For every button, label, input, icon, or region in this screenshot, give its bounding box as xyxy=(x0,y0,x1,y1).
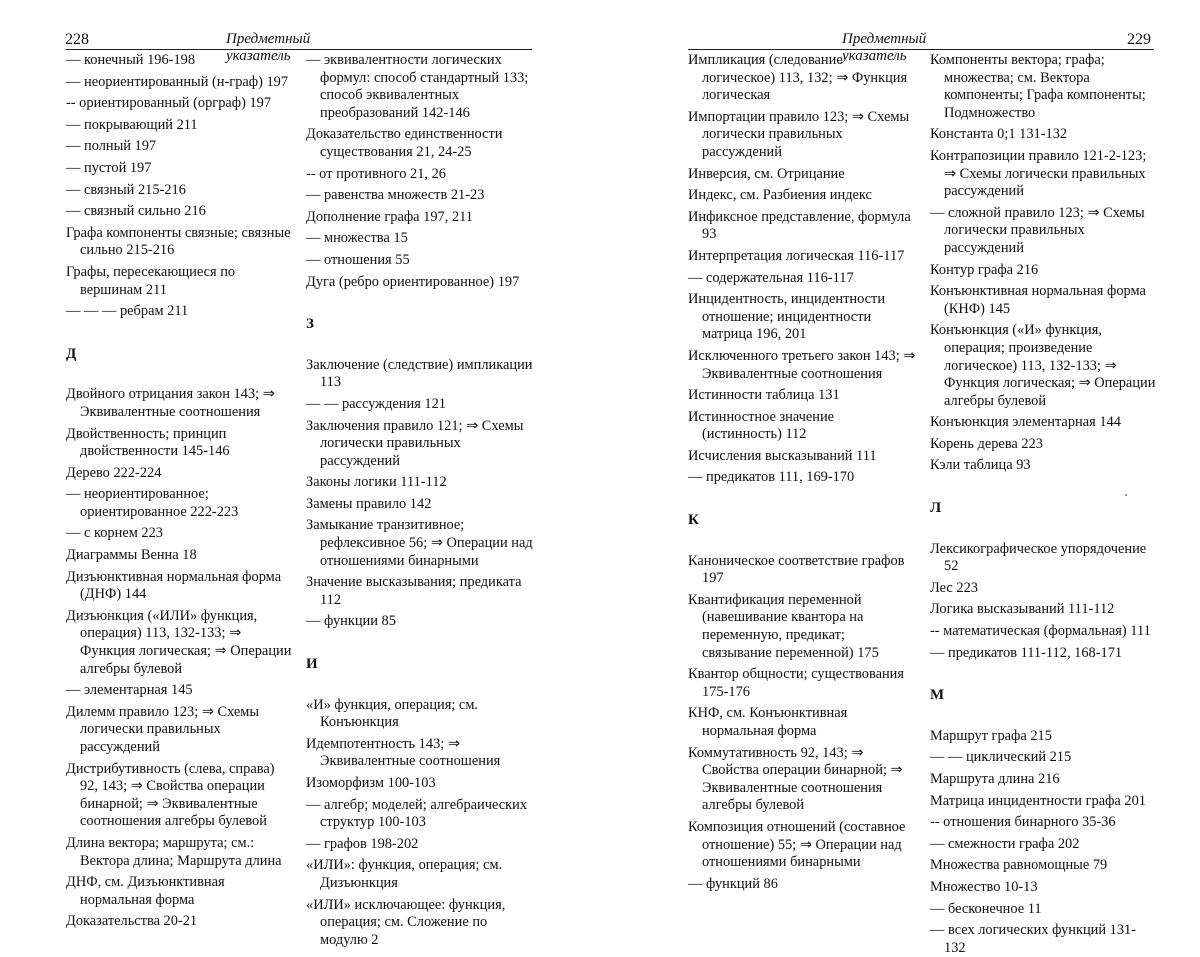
section-letter: Д xyxy=(66,345,77,362)
index-entry: Исключенного третьего закон 143; ⇒ Эквивалентные соотношения xyxy=(688,347,916,382)
index-entry: Матрица инцидентности графа 201 xyxy=(930,792,1146,809)
index-entry: Графы, пересекающиеся по вершинам 211 xyxy=(66,263,236,298)
index-entry: Квантор общности; существования 175-176 xyxy=(688,666,905,700)
index-entry: — смежности графа 202 xyxy=(930,835,1080,852)
index-entry: Длина вектора; маршрута; см.: Вектора длина; Маршрута длина xyxy=(66,834,282,869)
index-entry: Диаграммы Венна 18 xyxy=(66,547,197,564)
header-rule xyxy=(688,49,1154,50)
page-number: 229 xyxy=(1127,31,1151,48)
page-number: 228 xyxy=(65,31,89,48)
index-entry: Инцидентность, инцидентности отношение; инцидентности матрица 196, 201 xyxy=(688,291,886,343)
index-entry: — содержательная 116-117 xyxy=(688,269,854,286)
index-entry: Инфиксное представление, формула 93 xyxy=(688,208,911,243)
index-entry: — — циклический 215 xyxy=(930,749,1072,766)
index-entry: — — — ребрам 211 xyxy=(66,303,189,320)
index-entry: Лексикографическое упорядочение 52 xyxy=(930,540,1147,575)
index-entry: Константа 0;1 131-132 xyxy=(930,126,1068,143)
index-entry: Конъюнкция элементарная 144 xyxy=(930,414,1121,431)
index-entry: — связный 215-216 xyxy=(66,181,186,198)
index-entry: Квантификация переменной (навешивание квантора на переменную, предикат; связывание переменной) 175 xyxy=(688,591,879,661)
index-entry: — неориентированное; ориентированное 222-223 xyxy=(66,486,239,520)
index-entry: — предикатов 111-112, 168-171 xyxy=(930,644,1123,661)
header-rule xyxy=(66,49,532,50)
index-entry: — неориентированный (н-граф) 197 xyxy=(66,73,289,90)
index-entry: Множества равномощные 79 xyxy=(930,857,1108,874)
index-entry: Дерево 222-224 xyxy=(66,464,162,481)
index-entry: Доказательства 20-21 xyxy=(66,913,198,930)
index-entry: Компоненты вектора; графа; множества; см. Вектора компоненты; Графа компоненты; Подмножество xyxy=(930,52,1146,121)
index-column xyxy=(306,52,534,949)
right-page xyxy=(600,0,1200,956)
index-entry: Конъюнкция («И» функция, операция; произведение логическое) 113, 132-133; ⇒ Функция логическая; ⇒ Операции алгебры булевой xyxy=(930,322,1156,409)
section-letter: И xyxy=(306,656,318,673)
index-entry: Маршрута длина 216 xyxy=(930,771,1060,787)
index-entry: Логика высказываний 111-112 xyxy=(930,601,1115,618)
index-entry: — элементарная 145 xyxy=(66,682,193,699)
index-entry: Истинностное значение (истинность) 112 xyxy=(688,408,835,443)
index-entry: — бесконечное 11 xyxy=(930,900,1042,917)
index-entry: Дилемм правило 123; ⇒ Схемы логически правильных рассуждений xyxy=(66,703,260,755)
index-entry: Заключения правило 121; ⇒ Схемы логически правильных рассуждений xyxy=(306,417,524,469)
index-entry: Дизъюнктивная нормальная форма (ДНФ) 144 xyxy=(66,568,282,603)
index-entry: Конъюнктивная нормальная форма (КНФ) 145 xyxy=(930,283,1146,317)
index-entry: Индекс, см. Разбиения индекс xyxy=(688,187,872,204)
index-entry: Доказательство единственности существования 21, 24-25 xyxy=(306,126,503,160)
index-entry: — отношения 55 xyxy=(306,251,410,268)
index-entry: — предикатов 111, 169-170 xyxy=(688,469,855,486)
index-entry: -- отношения бинарного 35-36 xyxy=(930,814,1116,831)
index-entry: Множество 10-13 xyxy=(930,878,1038,895)
index-entry: Двойственность; принцип двойственности 145-146 xyxy=(66,425,230,460)
index-entry: Графа компоненты связные; связные сильно 215-216 xyxy=(66,224,291,259)
index-entry: — алгебр; моделей; алгебраических структур 100-103 xyxy=(306,796,528,831)
index-entry: Заключение (следствие) импликации 113 xyxy=(306,356,533,391)
index-entry: — сложной правило 123; ⇒ Схемы логически правильных рассуждений xyxy=(930,204,1145,256)
index-entry: Инверсия, см. Отрицание xyxy=(688,165,845,182)
index-entry: Корень дерева 223 xyxy=(930,435,1043,452)
index-entry: Дизъюнкция («ИЛИ» функция, операция) 113, 132-133; ⇒ Функция логическая; ⇒ Операции алгебры булевой xyxy=(66,607,292,677)
index-entry: Идемпотентность 143; ⇒ Эквивалентные соотношения xyxy=(306,735,501,770)
index-entry: — функции 85 xyxy=(306,613,396,630)
index-entry: Изоморфизм 100-103 xyxy=(306,775,436,791)
index-entry: — пустой 197 xyxy=(66,159,152,176)
index-entry: Замыкание транзитивное; рефлексивное 56; ⇒ Операции над отношениями бинарными xyxy=(306,517,533,569)
index-entry: Коммутативность 92, 143; ⇒ Свойства операции бинарной; ⇒ Эквивалентные соотношения алгебры булевой xyxy=(688,744,903,814)
index-entry: Контур графа 216 xyxy=(930,261,1039,278)
print-speck xyxy=(1125,494,1127,496)
section-letter: Л xyxy=(930,500,942,517)
index-entry: Интерпретация логическая 116-117 xyxy=(688,247,905,264)
section-letter: М xyxy=(930,687,945,704)
index-entry: — эквивалентности логических формул: способ стандартный 133; способ эквивалентных преобразований 142-146 xyxy=(306,52,529,121)
index-column xyxy=(688,52,916,893)
index-entry: -- от противного 21, 26 xyxy=(306,165,446,182)
index-entry: Исчисления высказываний 111 xyxy=(688,447,877,464)
index-entry: «И» функция, операция; см. Конъюнкция xyxy=(306,696,479,731)
index-entry: — с корнем 223 xyxy=(66,525,164,542)
section-letter: К xyxy=(688,512,699,529)
index-entry: Дуга (ребро ориентированное) 197 xyxy=(306,273,520,290)
running-title: Предметный указатель xyxy=(226,31,311,64)
index-entry: — функций 86 xyxy=(688,875,778,892)
index-entry: Каноническое соответствие графов 197 xyxy=(688,552,905,587)
section-letter: З xyxy=(306,316,314,333)
index-entry: Маршрут графа 215 xyxy=(930,727,1052,744)
index-entry: Кэли таблица 93 xyxy=(930,457,1031,474)
index-entry: ДНФ, см. Дизъюнктивная нормальная форма xyxy=(66,874,225,908)
index-entry: — конечный 196-198 xyxy=(66,52,196,68)
index-entry: Дистрибутивность (слева, справа) 92, 143; ⇒ Свойства операции бинарной; ⇒ Эквивалентные соотношения алгебры булевой xyxy=(66,760,275,830)
index-entry: Законы логики 111-112 xyxy=(306,474,447,491)
index-entry: Дополнение графа 197, 211 xyxy=(306,208,474,225)
index-entry: Композиция отношений (составное отношение) 55; ⇒ Операции над отношениями бинарными xyxy=(688,818,906,871)
index-entry: КНФ, см. Конъюнктивная нормальная форма xyxy=(688,705,848,739)
index-entry: Значение высказывания; предиката 112 xyxy=(306,574,522,608)
index-column xyxy=(930,52,1156,957)
index-entry: — графов 198-202 xyxy=(306,835,419,852)
index-entry: — — рассуждения 121 xyxy=(306,395,447,412)
index-entry: — связный сильно 216 xyxy=(66,203,206,220)
index-entry: Контрапозиции правило 121-2-123; ⇒ Схемы логически правильных рассуждений xyxy=(930,147,1147,200)
left-page xyxy=(0,0,600,948)
index-entry: -- математическая (формальная) 111 xyxy=(930,623,1151,640)
index-entry: — всех логических функций 131-132 xyxy=(930,922,1137,956)
index-entry: Импликация (следование логическое) 113, 132; ⇒ Функция логическая xyxy=(688,52,908,104)
index-entry: Двойного отрицания закон 143; ⇒ Эквивалентные соотношения xyxy=(66,386,275,420)
index-entry: — покрывающий 211 xyxy=(66,116,198,133)
index-entry: — множества 15 xyxy=(306,230,408,247)
index-entry: -- ориентированный (орграф) 197 xyxy=(66,95,272,112)
index-entry: Истинности таблица 131 xyxy=(688,387,840,404)
running-title: Предметный указатель xyxy=(842,31,927,64)
index-entry: — равенства множеств 21-23 xyxy=(306,187,485,204)
index-entry: «ИЛИ»: функция, операция; см. Дизъюнкция xyxy=(306,857,503,891)
index-entry: Замены правило 142 xyxy=(306,495,432,512)
index-entry: Лес 223 xyxy=(930,579,978,596)
index-column xyxy=(66,52,292,931)
index-entry: «ИЛИ» исключающее: функция, операция; см. Сложение по модулю 2 xyxy=(306,896,506,948)
index-entry: — полный 197 xyxy=(66,138,157,155)
index-entry: Импортации правило 123; ⇒ Схемы логически правильных рассуждений xyxy=(688,108,910,160)
